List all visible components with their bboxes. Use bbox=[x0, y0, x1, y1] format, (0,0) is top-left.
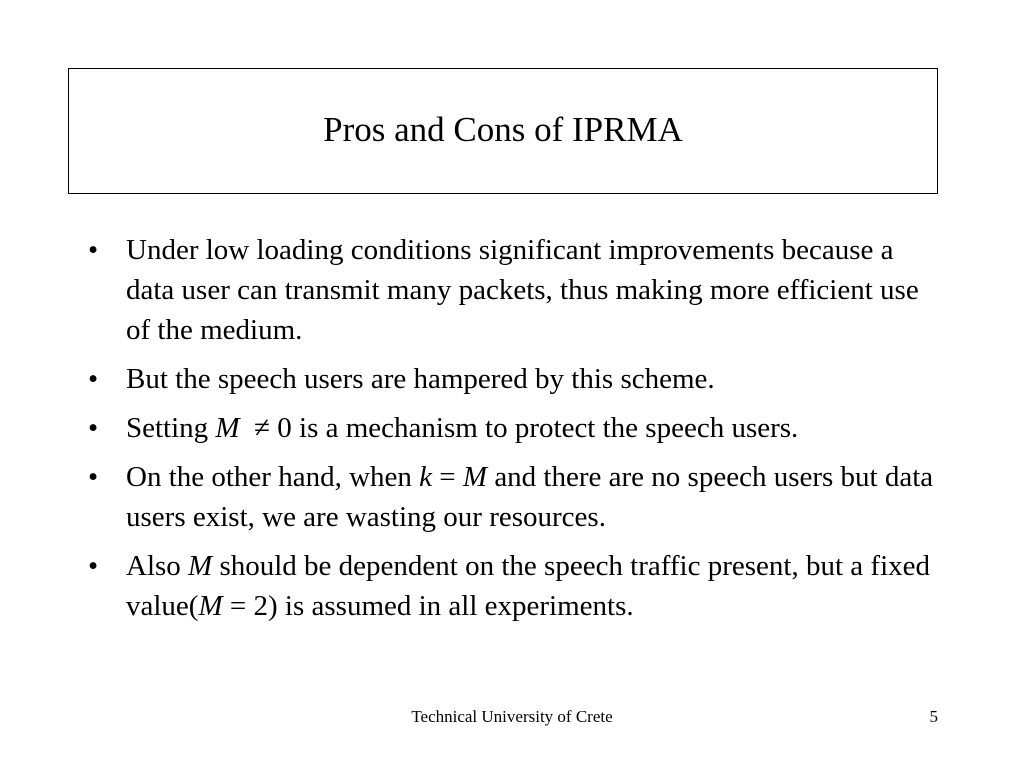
math-variable: k bbox=[419, 461, 433, 493]
bullet-icon: • bbox=[88, 461, 99, 493]
bullet-item bbox=[88, 457, 948, 537]
title-box bbox=[68, 68, 938, 194]
bullet-icon: • bbox=[88, 550, 99, 582]
bullet-text-post: = 2) is assumed in all experiments. bbox=[222, 590, 634, 622]
bullet-text-pre: Also bbox=[126, 550, 189, 582]
bullet-icon: • bbox=[88, 412, 99, 444]
math-variable: M bbox=[188, 550, 213, 582]
bullet-item bbox=[88, 546, 948, 626]
bullet-icon: • bbox=[88, 363, 99, 395]
slide-title: Pros and Cons of IPRMA bbox=[323, 109, 683, 149]
bullet-item bbox=[88, 359, 948, 399]
bullet-text-pre: Setting bbox=[126, 412, 216, 444]
bullet-text-post: and there are no speech users but data users exist, we are wasting our resources. bbox=[126, 461, 934, 533]
math-variable: M bbox=[462, 461, 488, 493]
bullet-text: But the speech users are hampered by this scheme. bbox=[126, 363, 715, 395]
math-variable: M bbox=[198, 590, 223, 622]
page-number: 5 bbox=[929, 707, 938, 726]
bullet-text-post: ≠ 0 is a mechanism to protect the speech users. bbox=[239, 412, 799, 444]
bullet-item bbox=[88, 230, 948, 350]
bullet-text-mid: should be dependent on the speech traffic present, but a fixed value( bbox=[126, 550, 930, 622]
bullet-item bbox=[88, 408, 948, 448]
bullet-icon: • bbox=[88, 234, 99, 266]
math-variable: M bbox=[215, 412, 240, 444]
bullet-text-pre: On the other hand, when bbox=[126, 461, 420, 493]
footer-institution: Technical University of Crete bbox=[411, 707, 613, 726]
bullet-text-mid: = bbox=[432, 461, 463, 493]
bullet-text: Under low loading conditions significant improvements because a data user can transmit many packets, thus making more efficient use of the medium. bbox=[126, 234, 919, 346]
bullet-list bbox=[88, 230, 948, 635]
